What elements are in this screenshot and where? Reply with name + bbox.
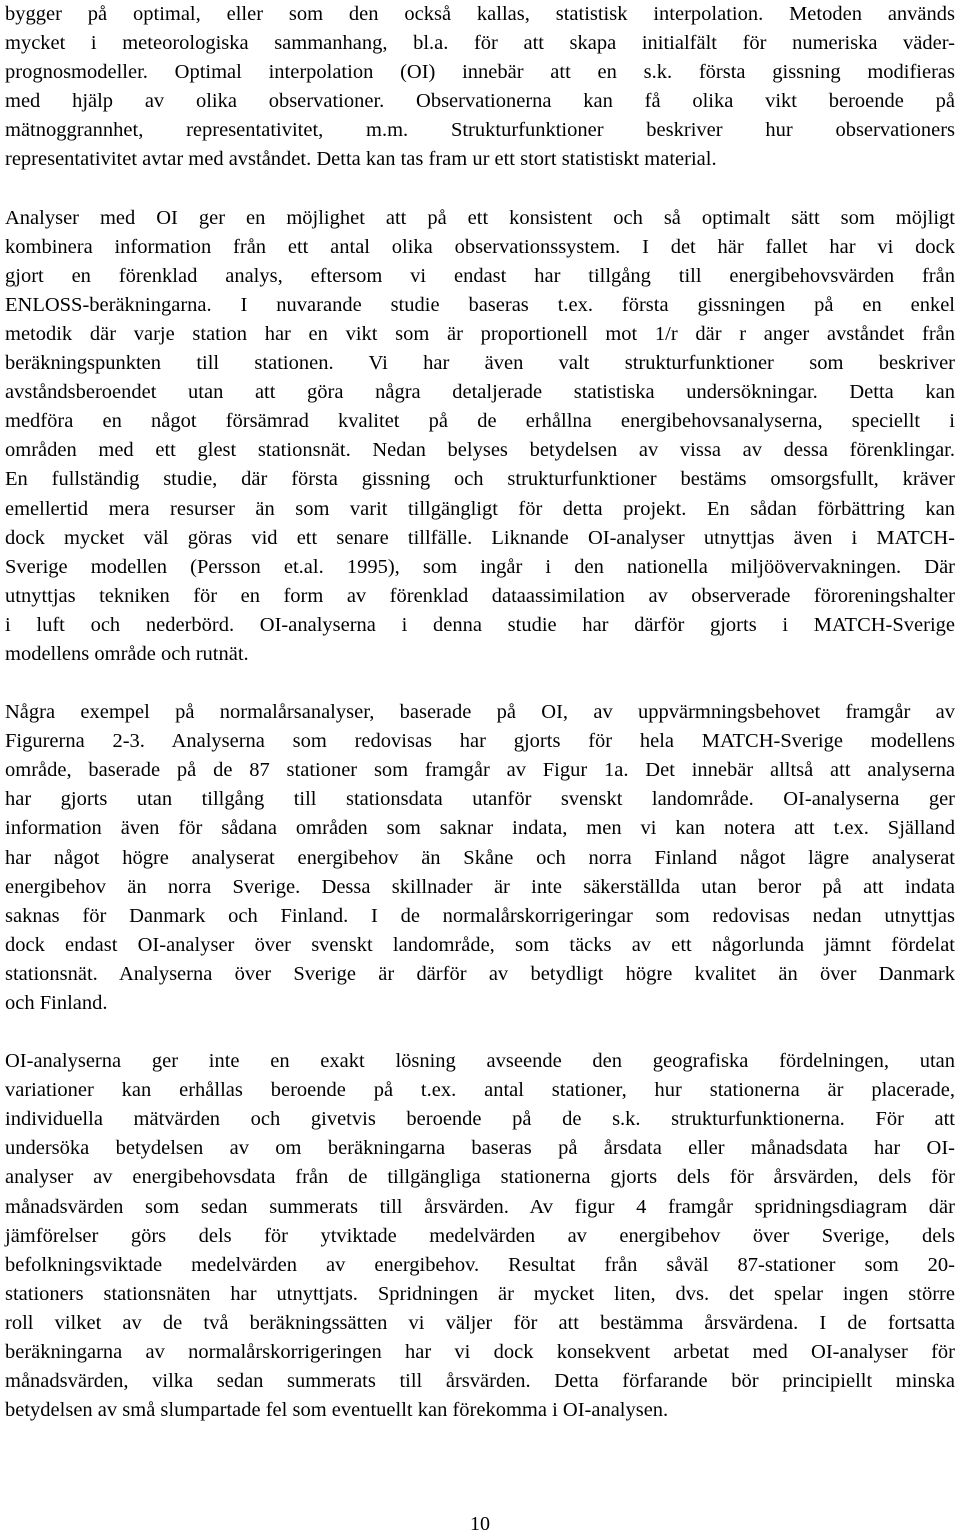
text-line: medföra en något försämrad kvalitet på de erhållna energibehovsanalyserna, speciellt i — [5, 410, 955, 433]
text-line: betydelsen av små slumpartade fel som eventuellt kan förekomma i OI-analysen. — [5, 1399, 669, 1422]
text-line: avståndsberoendet utan att göra några detaljerade statistiska undersökningar. Detta kan — [5, 381, 955, 404]
text-line: beräkningspunkten till stationen. Vi har även valt strukturfunktioner som beskriver — [5, 352, 955, 375]
text-line: beräkningarna av normalårskorrigeringen har vi dock konsekvent arbetat med OI-analyser för — [5, 1341, 955, 1364]
text-line: Figurerna 2-3. Analyserna som redovisas har gjorts för hela MATCH-Sverige modellens — [5, 730, 955, 753]
text-line: individuella mätvärden och givetvis beroende på de s.k. strukturfunktionerna. För att — [5, 1108, 955, 1131]
text-line: energibehov än norra Sverige. Dessa skillnader är inte säkerställda utan beror på att indata — [5, 875, 955, 898]
text-line: OI-analyserna ger inte en exakt lösning avseende den geografiska fördelningen, utan — [5, 1050, 955, 1073]
text-line: gjort en förenklad analys, eftersom vi endast har tillgång till energibehovsvärden från — [5, 264, 955, 287]
paragraph-spacer — [5, 669, 955, 698]
text-line: kombinera information från ett antal olika observationssystem. I det här fallet har vi dock — [5, 235, 955, 258]
text-line: har något högre analyserat energibehov än Skåne och norra Finland något lägre analyserat — [5, 846, 955, 869]
text-line: bygger på optimal, eller som den också kallas, statistisk interpolation. Metoden används — [5, 3, 955, 25]
page-number: 10 — [470, 1513, 490, 1535]
text-line: Sverige modellen (Persson et.al. 1995), som ingår i den nationella miljöövervakningen. Där — [5, 555, 955, 578]
text-line: områden med ett glest stationsnät. Nedan belyses betydelsen av vissa av dessa förenklingar. — [5, 439, 955, 462]
text-line: roll vilket av de två beräkningssätten vi väljer för att bestämma årsvärdena. I de fortsatta — [5, 1311, 955, 1334]
text-line: Några exempel på normalårsanalyser, baserade på OI, av uppvärmningsbehovet framgår av — [5, 701, 955, 724]
text-line: månadsvärden, vilka sedan summerats till årsvärden. Detta förfarande bör principiellt minska — [5, 1370, 955, 1393]
text-line: variationer kan erhållas beroende på t.ex. antal stationer, hur stationerna är placerade, — [5, 1079, 955, 1102]
text-line: utnyttjas tekniken för en form av förenklad dataassimilation av observerade föroreningshalter — [5, 584, 955, 607]
paragraph-oi-method — [5, 0, 955, 175]
text-line: Analyser med OI ger en möjlighet att på ett konsistent och så optimalt sätt som möjligt — [5, 206, 955, 229]
text-line: har gjorts utan tillgång till stationsdata utanför svenskt landområde. OI-analyserna ger — [5, 788, 955, 811]
paragraph-spacer — [5, 1018, 955, 1047]
document-page — [5, 0, 955, 1425]
text-line: emellertid mera resurser än som varit tillgängligt för detta projekt. En sådan förbättring kan — [5, 497, 955, 520]
text-line: i luft och nederbörd. OI-analyserna i denna studie har därför gjorts i MATCH-Sverige — [5, 613, 955, 636]
paragraph-normal-year-examples — [5, 698, 955, 1018]
paragraph-spacer — [5, 175, 955, 204]
text-line: område, baserade på de 87 stationer som framgår av Figur 1a. Det innebär alltså att analyserna — [5, 759, 955, 782]
text-line: ENLOSS-beräkningarna. I nuvarande studie baseras t.ex. första gissningen på en enkel — [5, 293, 955, 316]
text-line: mätnoggrannhet, representativitet, m.m. Strukturfunktioner beskriver hur observationers — [5, 119, 955, 142]
text-line: prognosmodeller. Optimal interpolation (OI) innebär att en s.k. första gissning modifieras — [5, 61, 955, 84]
text-line: dock mycket väl göras vid ett senare tillfälle. Liknande OI-analyser utnyttjas även i MATCH- — [5, 526, 955, 549]
text-line: undersöka betydelsen av om beräkningarna baseras på årsdata eller månadsdata har OI- — [5, 1137, 955, 1160]
paragraph-geographic-distribution — [5, 1047, 955, 1425]
text-line: modellens område och rutnät. — [5, 642, 249, 665]
text-line: saknas för Danmark och Finland. I de normalårskorrigeringar som redovisas nedan utnyttjas — [5, 904, 955, 927]
text-line: dock endast OI-analyser över svenskt landområde, som täcks av ett någorlunda jämnt fördelat — [5, 933, 955, 956]
text-line: stationers stationsnäten har utnyttjats. Spridningen är mycket liten, dvs. det spelar ingen större — [5, 1282, 955, 1305]
text-line: med hjälp av olika observationer. Observationerna kan få olika vikt beroende på — [5, 90, 955, 113]
text-line: jämförelser görs dels för ytviktade medelvärden av energibehov över Sverige, dels — [5, 1224, 955, 1247]
text-line: stationsnät. Analyserna över Sverige är därför av betydligt högre kvalitet än över Danmark — [5, 962, 955, 985]
text-line: befolkningsviktade medelvärden av energibehov. Resultat från såväl 87-stationer som 20- — [5, 1253, 955, 1276]
text-line: månadsvärden som sedan summerats till årsvärden. Av figur 4 framgår spridningsdiagram där — [5, 1195, 955, 1218]
text-line: analyser av energibehovsdata från de tillgängliga stationerna gjorts dels för årsvärden, dels för — [5, 1166, 955, 1189]
text-line: och Finland. — [5, 992, 108, 1014]
text-line: information även för sådana områden som saknar indata, men vi kan notera att t.ex. Själland — [5, 817, 955, 840]
text-line: metodik där varje station har en vikt som är proportionell mot 1/r där r anger avståndet från — [5, 322, 955, 345]
text-line: En fullständig studie, där första gissning och strukturfunktioner bestäms omsorgsfullt, kräver — [5, 468, 955, 491]
text-line: mycket i meteorologiska sammanhang, bl.a. för att skapa initialfält för numeriska väder- — [5, 32, 955, 55]
text-line: representativitet avtar med avståndet. Detta kan tas fram ur ett stort statistiskt material. — [5, 148, 717, 171]
paragraph-oi-analysis — [5, 204, 955, 670]
